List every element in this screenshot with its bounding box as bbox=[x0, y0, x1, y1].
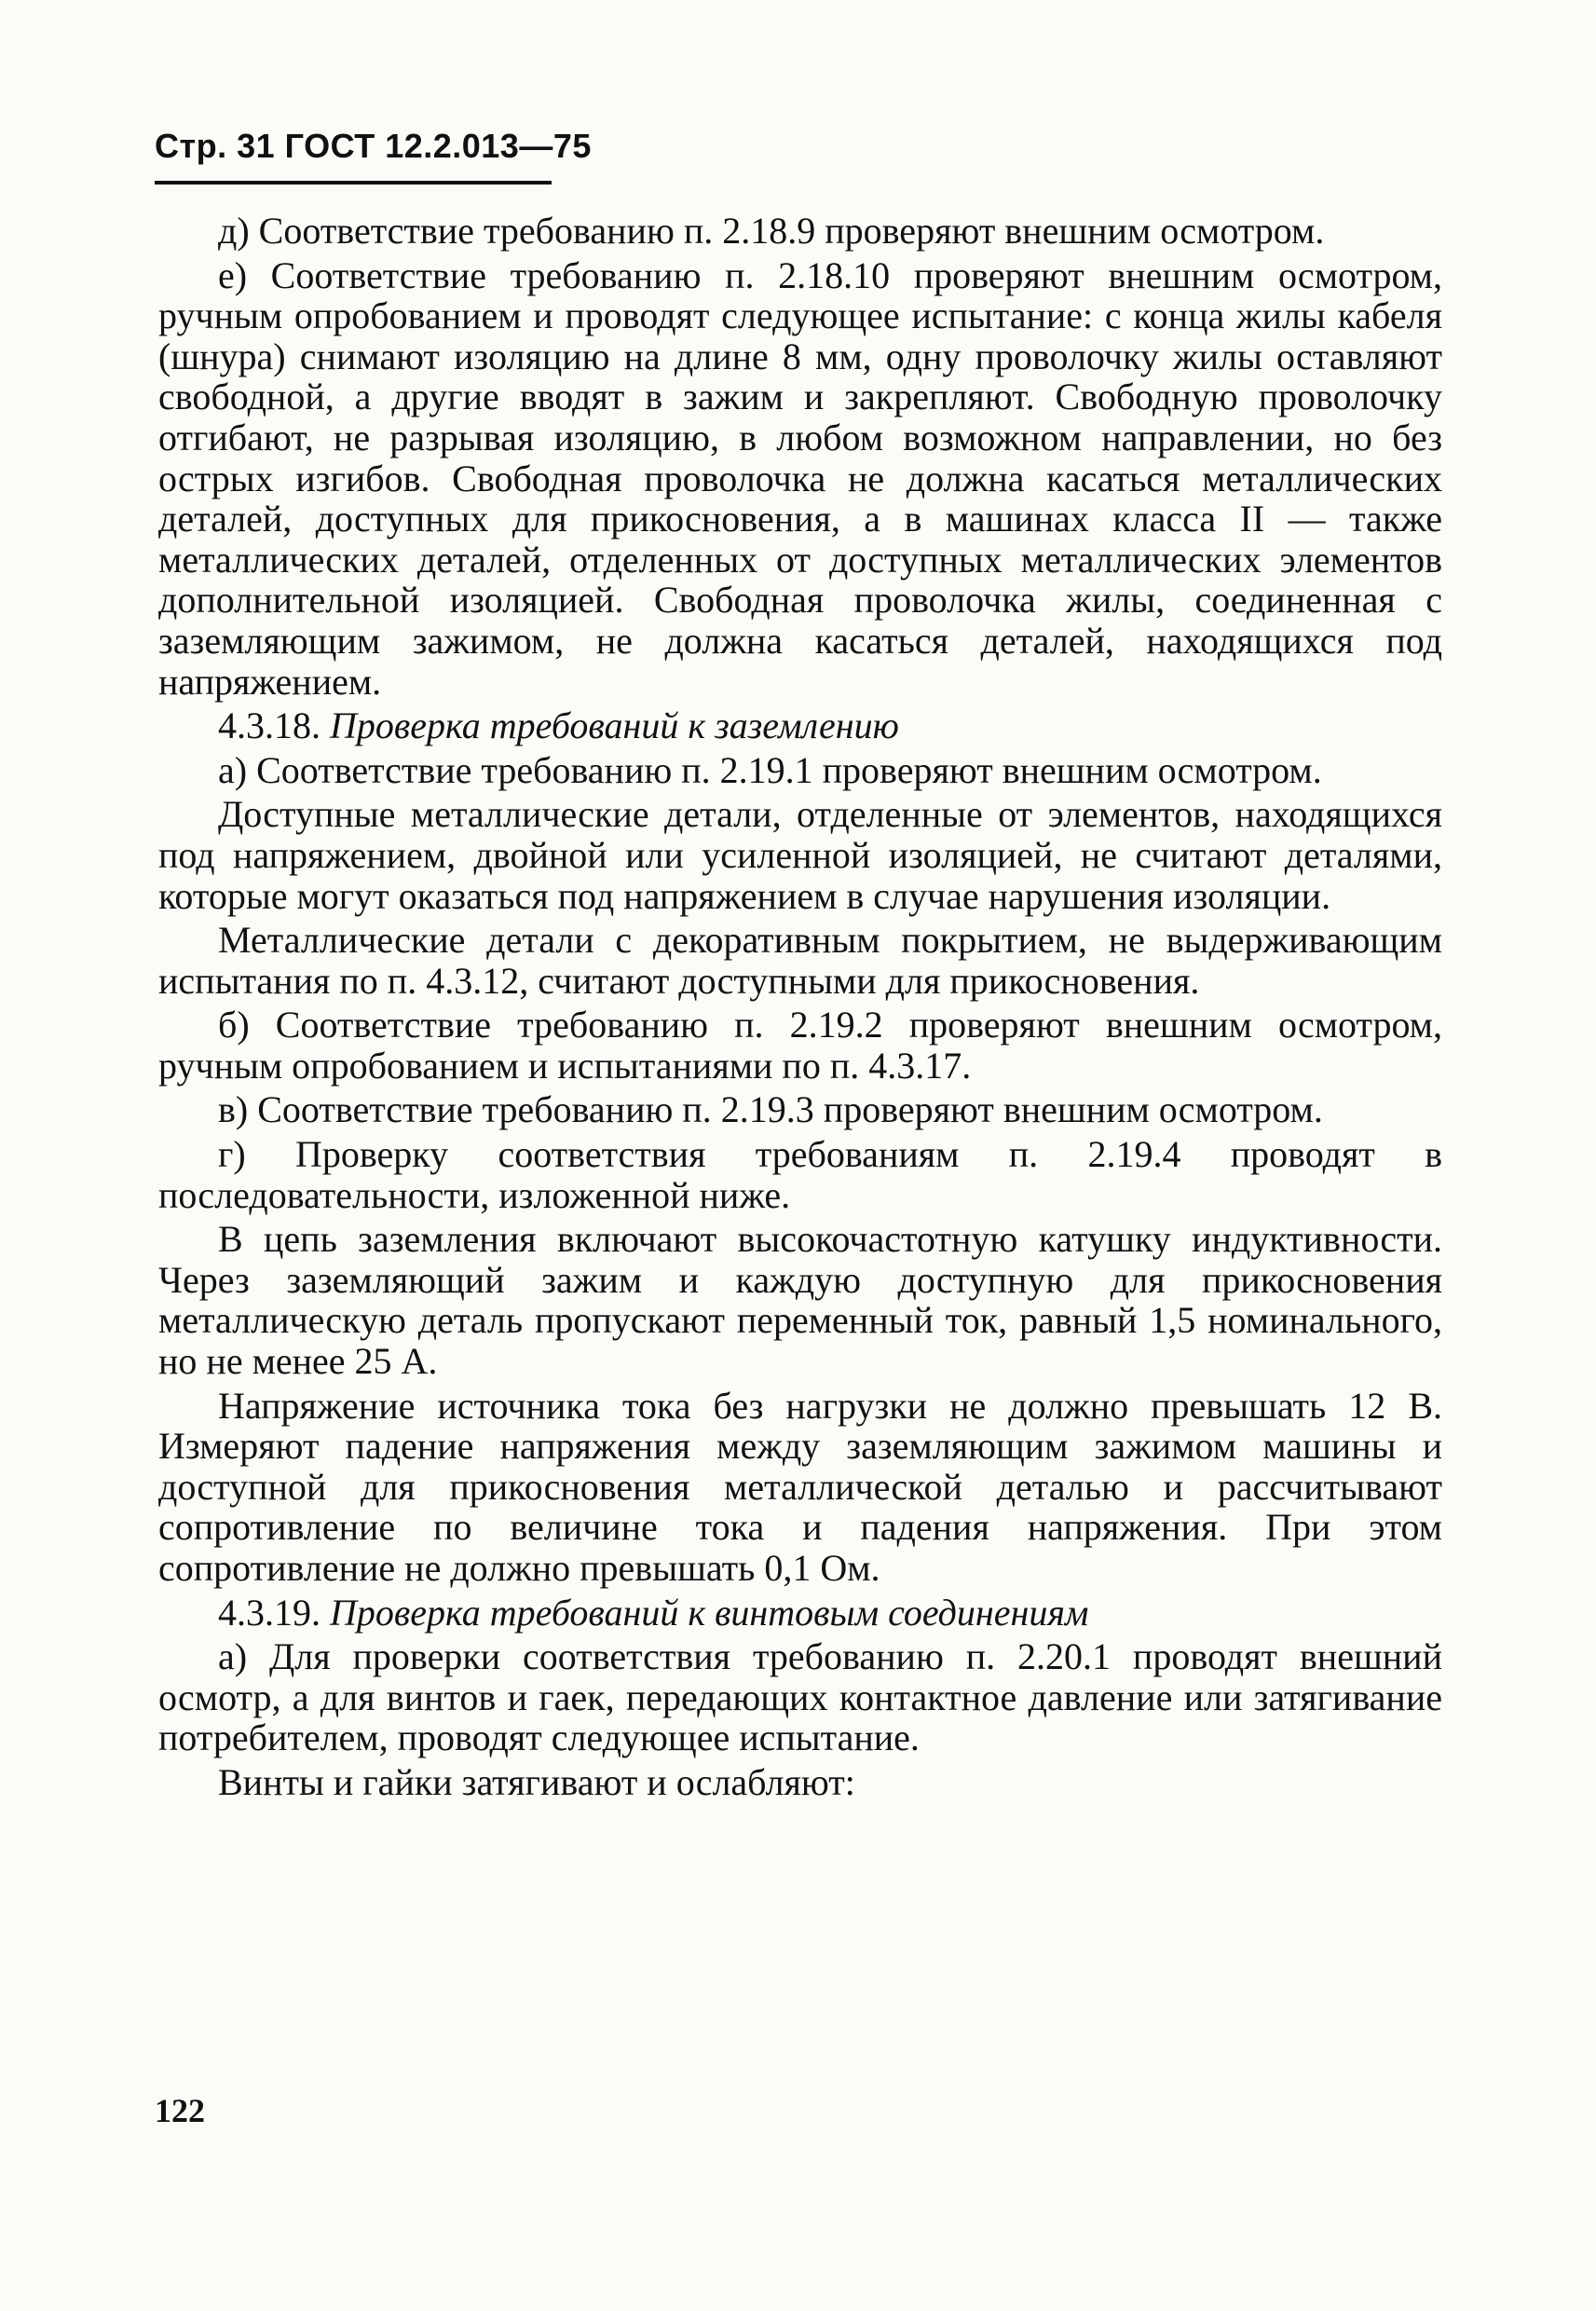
section-title: Проверка требований к заземлению bbox=[330, 704, 899, 747]
document-body bbox=[158, 211, 1442, 1807]
paragraph-a-grounding: а) Соответствие требованию п. 2.19.1 проверяют внешним осмотром. bbox=[218, 748, 1322, 791]
paragraph-screws-tighten: Винты и гайки затягивают и ослабляют: bbox=[218, 1760, 855, 1803]
paragraph-b-grounding: б) Соответствие требованию п. 2.19.2 проверяют внешним осмотром, ручным опробованием и испытаниями по п. 4.3.17. bbox=[158, 1004, 1442, 1087]
section-heading-4-3-19 bbox=[158, 1593, 1442, 1634]
paragraph-voltage-source: Напряжение источника тока без нагрузки не должно превышать 12 В. Измеряют падение напряжения между заземляющим зажимом машины и доступной для прикосновения металлической деталью и рассчитывают сопротивление по величине тока и падения напряжения. При этом сопротивление не должно превышать 0,1 Ом. bbox=[158, 1384, 1442, 1589]
section-number: 4.3.19. bbox=[218, 1591, 321, 1634]
paragraph-decorative-coating: Металлические детали с декоративным покрытием, не выдерживающим испытания по п. 4.3.12, считают доступными для прикосновения. bbox=[158, 919, 1442, 1002]
page-header: Стр. 31 ГОСТ 12.2.013—75 bbox=[155, 127, 592, 165]
paragraph-d: д) Соответствие требованию п. 2.18.9 проверяют внешним осмотром. bbox=[218, 210, 1325, 252]
paragraph-g-grounding: г) Проверку соответствия требованиям п. 2.19.4 проводят в последовательности, изложенной ниже. bbox=[158, 1133, 1442, 1216]
section-title: Проверка требований к винтовым соединениям bbox=[330, 1591, 1089, 1634]
paragraph-a-screws: а) Для проверки соответствия требованию п. 2.20.1 проводят внешний осмотр, а для винтов и гаек, передающих контактное давление или затягивание потребителем, проводят следующее испытание. bbox=[158, 1635, 1442, 1759]
paragraph-e: е) Соответствие требованию п. 2.18.10 проверяют внешним осмотром, ручным опробованием и проводят следующее испытание: с конца жилы кабеля (шнура) снимают изоляцию на длине 8 мм, одну проволочку жилы оставляют свободной, а другие вводят в зажим и закрепляют. Свободную проволочку отгибают, не разрывая изоляцию, в любом возможном направлении, но без острых изгибов. Свободная проволочка не должна касаться металлических деталей, доступных для прикосновения, а в машинах класса II — также металлических деталей, отделенных от доступных металлических элементов дополнительной изоляцией. Свободная проволочка жилы, соединенная с заземляющим зажимом, не должна касаться деталей, находящихся под напряжением. bbox=[158, 253, 1442, 703]
header-rule bbox=[155, 181, 552, 185]
paragraph-accessible-parts: Доступные металлические детали, отделенные от элементов, находящихся под напряжением, двойной или усиленной изоляцией, не считают деталями, которые могут оказаться под напряжением в случае нарушения изоляции. bbox=[158, 793, 1442, 917]
section-heading-4-3-18 bbox=[158, 705, 1442, 746]
section-number: 4.3.18. bbox=[218, 704, 321, 747]
paragraph-v-grounding: в) Соответствие требованию п. 2.19.3 проверяют внешним осмотром. bbox=[218, 1088, 1323, 1131]
paragraph-grounding-circuit: В цепь заземления включают высокочастотную катушку индуктивности. Через заземляющий зажим и каждую доступную для прикосновения металлическую деталь пропускают переменный ток, равный 1,5 номинального, но не менее 25 А. bbox=[158, 1218, 1442, 1383]
page-number: 122 bbox=[155, 2092, 205, 2129]
